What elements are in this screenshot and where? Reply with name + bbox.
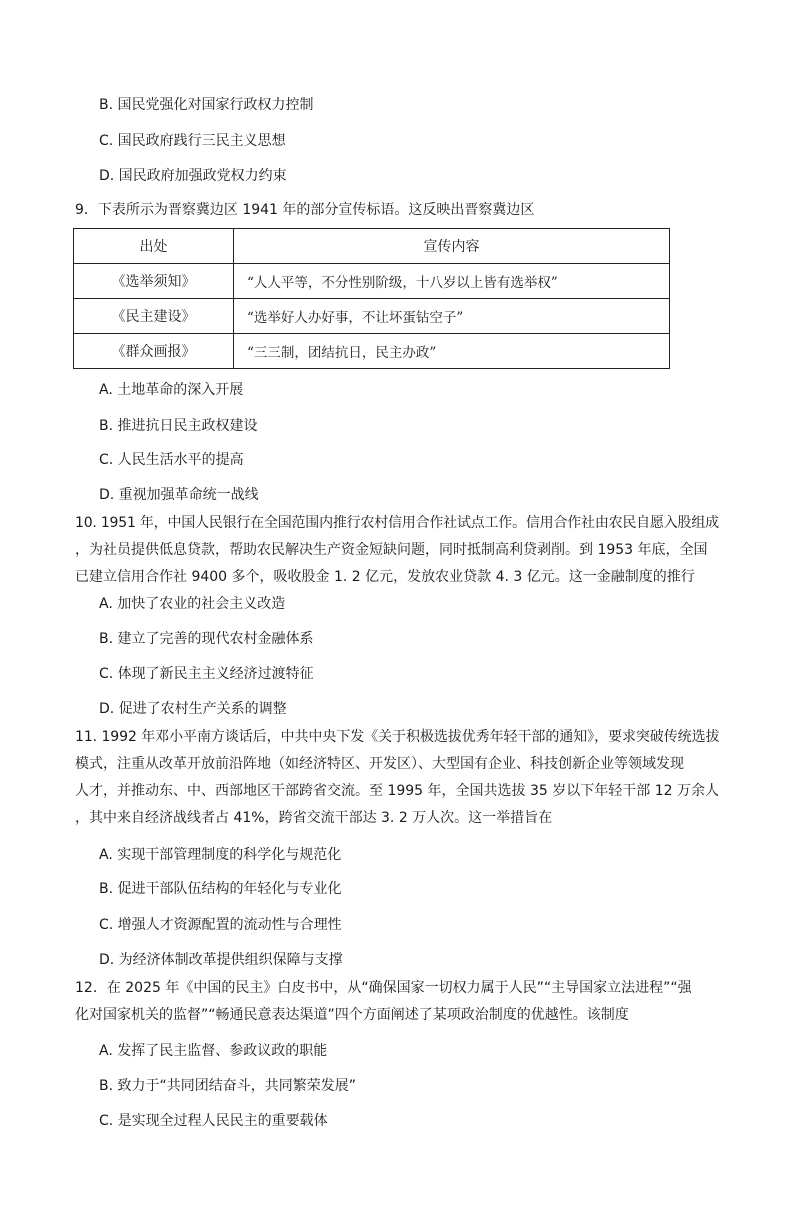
row-content: “三三制，团结抗日，民主办政” [234, 334, 670, 369]
q11-option-b: B. 促进干部队伍结构的年轻化与专业化 [99, 881, 342, 897]
q10-option-b: B. 建立了完善的现代农村金融体系 [99, 631, 314, 647]
q11-option-c: C. 增强人才资源配置的流动性与合理性 [99, 917, 342, 933]
q10-stem-line1: 10. 1951 年，中国人民银行在全国范围内推行农村信用合作社试点工作。信用合作社由农民自愿入股组成 [75, 515, 719, 531]
q11-stem-line4: ，其中来自经济战线者占 41%，跨省交流干部达 3. 2 万人次。这一举措旨在 [75, 810, 553, 826]
q9-option-b: B. 推进抗日民主政权建设 [99, 418, 258, 434]
q11-option-d: D. 为经济体制改革提供组织保障与支撑 [99, 952, 343, 968]
q12-option-a: A. 发挥了民主监督、参政议政的职能 [99, 1043, 328, 1059]
q11-stem-line2: 模式，注重从改革开放前沿阵地（如经济特区、开发区）、大型国有企业、科技创新企业等领域发现 [75, 756, 684, 772]
q10-option-c: C. 体现了新民主主义经济过渡特征 [99, 666, 314, 682]
q9-option-c: C. 人民生活水平的提高 [99, 452, 244, 468]
table-row [74, 299, 670, 334]
header-content: 宣传内容 [234, 229, 670, 264]
q10-stem-line3: 已建立信用合作社 9400 多个，吸收股金 1. 2 亿元，发放农业贷款 4. 3 亿元。这一金融制度的推行 [75, 569, 695, 585]
q12-stem-line2: 化对国家机关的监督”“畅通民意表达渠道”四个方面阐述了某项政治制度的优越性。该制度 [75, 1007, 629, 1023]
q12-stem-line1: 12．在 2025 年《中国的民主》白皮书中，从“确保国家一切权力属于人民”“主导国家立法进程”“强 [75, 980, 692, 996]
q12-option-b: B. 致力于“共同团结奋斗，共同繁荣发展” [99, 1078, 357, 1094]
table-header-row [74, 229, 670, 264]
table-row [74, 264, 670, 299]
q11-option-a: A. 实现干部管理制度的科学化与规范化 [99, 847, 342, 863]
q11-stem-line1: 11. 1992 年邓小平南方谈话后，中共中央下发《关于积极选拔优秀年轻干部的通知》，要求突破传统选拔 [75, 729, 720, 745]
q8-option-b: B. 国民党强化对国家行政权力控制 [99, 97, 314, 113]
q9-option-d: D. 重视加强革命统一战线 [99, 487, 259, 503]
q10-stem-line2: ，为社员提供低息贷款，帮助农民解决生产资金短缺问题，同时抵制高利贷剥削。到 1953 年底，全国 [75, 542, 708, 558]
row-source: 《群众画报》 [74, 334, 234, 369]
q11-stem-line3: 人才，并推动东、中、西部地区干部跨省交流。至 1995 年，全国共选拔 35 岁以下年轻干部 12 万余人 [75, 783, 719, 799]
q9-stem: 9．下表所示为晋察冀边区 1941 年的部分宣传标语。这反映出晋察冀边区 [75, 202, 535, 218]
q9-option-a: A. 土地革命的深入开展 [99, 382, 244, 398]
q8-option-d: D. 国民政府加强政党权力约束 [99, 168, 287, 184]
row-source: 《民主建设》 [74, 299, 234, 334]
header-source: 出处 [74, 229, 234, 264]
q8-option-c: C. 国民政府践行三民主义思想 [99, 133, 286, 149]
row-content: “选举好人办好事，不让坏蛋钻空子” [234, 299, 670, 334]
q9-slogan-table [73, 228, 670, 369]
row-content: “人人平等，不分性别阶级，十八岁以上皆有选举权” [234, 264, 670, 299]
q12-option-c: C. 是实现全过程人民民主的重要载体 [99, 1113, 328, 1129]
q10-option-a: A. 加快了农业的社会主义改造 [99, 596, 286, 612]
row-source: 《选举须知》 [74, 264, 234, 299]
table-row [74, 334, 670, 369]
q10-option-d: D. 促进了农村生产关系的调整 [99, 701, 287, 717]
